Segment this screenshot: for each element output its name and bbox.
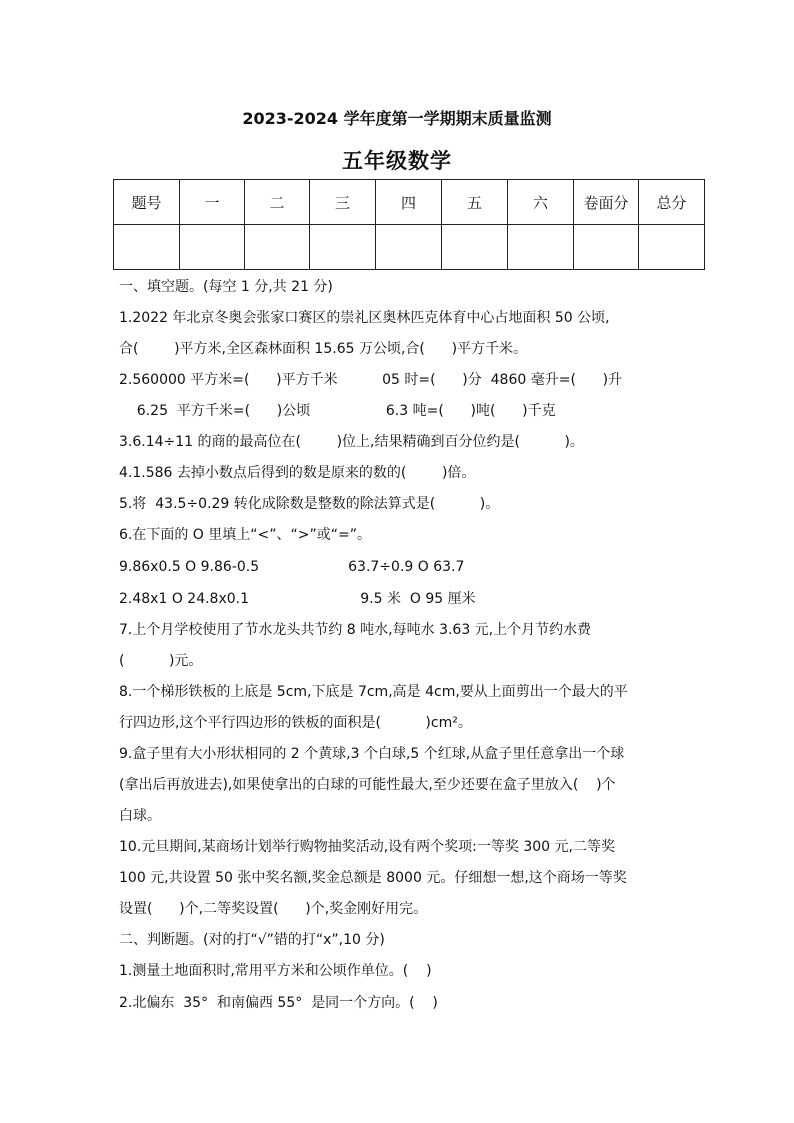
score-header-cell: 六 xyxy=(508,180,574,225)
question-line: 1.测量土地面积时,常用平方米和公顷作单位。( ) xyxy=(119,963,432,979)
question-line: 白球。 xyxy=(119,808,161,824)
question-line: 6.在下面的 O 里填上“<”、“>”或“=”。 xyxy=(119,527,371,543)
score-value-cell xyxy=(114,225,180,270)
question-line: 8.一个梯形铁板的上底是 5cm,下底是 7cm,高是 4cm,要从上面剪出一个最大的平 xyxy=(119,684,628,700)
question-line: 2.北偏东 35° 和南偏西 55° 是同一个方向。( ) xyxy=(119,995,438,1011)
exam-title: 2023-2024 学年度第一学期期末质量监测 xyxy=(242,109,552,128)
question-line: 行四边形,这个平行四边形的铁板的面积是( )cm²。 xyxy=(119,715,472,731)
question-line: 7.上个月学校使用了节水龙头共节约 8 吨水,每吨水 3.63 元,上个月节约水费 xyxy=(119,622,592,638)
exam-subject: 五年级数学 xyxy=(342,149,452,173)
score-value-cell xyxy=(310,225,376,270)
question-line: 9.盒子里有大小形状相同的 2 个黄球,3 个白球,5 个红球,从盒子里任意拿出一个球 xyxy=(119,746,625,762)
question-line: 6.25 平方千米=( )公顷 6.3 吨=( )吨( )千克 xyxy=(119,403,556,419)
score-value-cell xyxy=(245,225,310,270)
question-line: 1.2022 年北京冬奥会张家口赛区的崇礼区奥林匹克体育中心占地面积 50 公顷, xyxy=(119,310,610,326)
score-value-cell xyxy=(508,225,574,270)
question-line: 2.560000 平方米=( )平方千米 05 时=( )分 4860 毫升=( )升 xyxy=(119,372,623,388)
question-line: 100 元,共设置 50 张中奖名额,奖金总额是 8000 元。仔细想一想,这个商场一等奖 xyxy=(119,870,627,886)
score-value-cell xyxy=(574,225,639,270)
score-value-cell xyxy=(442,225,508,270)
score-value-cell xyxy=(376,225,442,270)
question-line: (拿出后再放进去),如果使拿出的白球的可能性最大,至少还要在盒子里放入( )个 xyxy=(119,777,616,793)
section-heading: 一、填空题。(每空 1 分,共 21 分) xyxy=(119,279,333,295)
score-table xyxy=(113,179,705,270)
score-value-cell xyxy=(639,225,705,270)
section-heading: 二、判断题。(对的打“√”错的打“x”,10 分) xyxy=(119,932,385,948)
question-line: 3.6.14÷11 的商的最高位在( )位上,结果精确到百分位约是( )。 xyxy=(119,434,584,450)
question-line: 2.48x1 O 24.8x0.1 9.5 米 O 95 厘米 xyxy=(119,591,476,607)
question-line: ( )元。 xyxy=(119,653,203,669)
score-header-cell: 五 xyxy=(442,180,508,225)
score-header-cell: 四 xyxy=(376,180,442,225)
score-header-cell: 卷面分 xyxy=(574,180,639,225)
score-header-cell: 题号 xyxy=(114,180,180,225)
question-line: 设置( )个,二等奖设置( )个,奖金刚好用完。 xyxy=(119,901,428,917)
question-line: 合( )平方米,全区森林面积 15.65 万公顷,合( )平方千米。 xyxy=(119,341,528,357)
question-line: 4.1.586 去掉小数点后得到的数是原来的数的( )倍。 xyxy=(119,465,476,481)
score-table-header-row xyxy=(114,180,705,225)
score-value-cell xyxy=(180,225,245,270)
score-header-cell: 二 xyxy=(245,180,310,225)
score-table-value-row xyxy=(114,225,705,270)
question-line: 10.元旦期间,某商场计划举行购物抽奖活动,设有两个奖项:一等奖 300 元,二等奖 xyxy=(119,839,615,855)
score-header-cell: 三 xyxy=(310,180,376,225)
score-header-cell: 一 xyxy=(180,180,245,225)
question-line: 9.86x0.5 O 9.86-0.5 63.7÷0.9 O 63.7 xyxy=(119,559,465,575)
question-line: 5.将 43.5÷0.29 转化成除数是整数的除法算式是( )。 xyxy=(119,496,500,512)
score-header-cell: 总分 xyxy=(639,180,705,225)
